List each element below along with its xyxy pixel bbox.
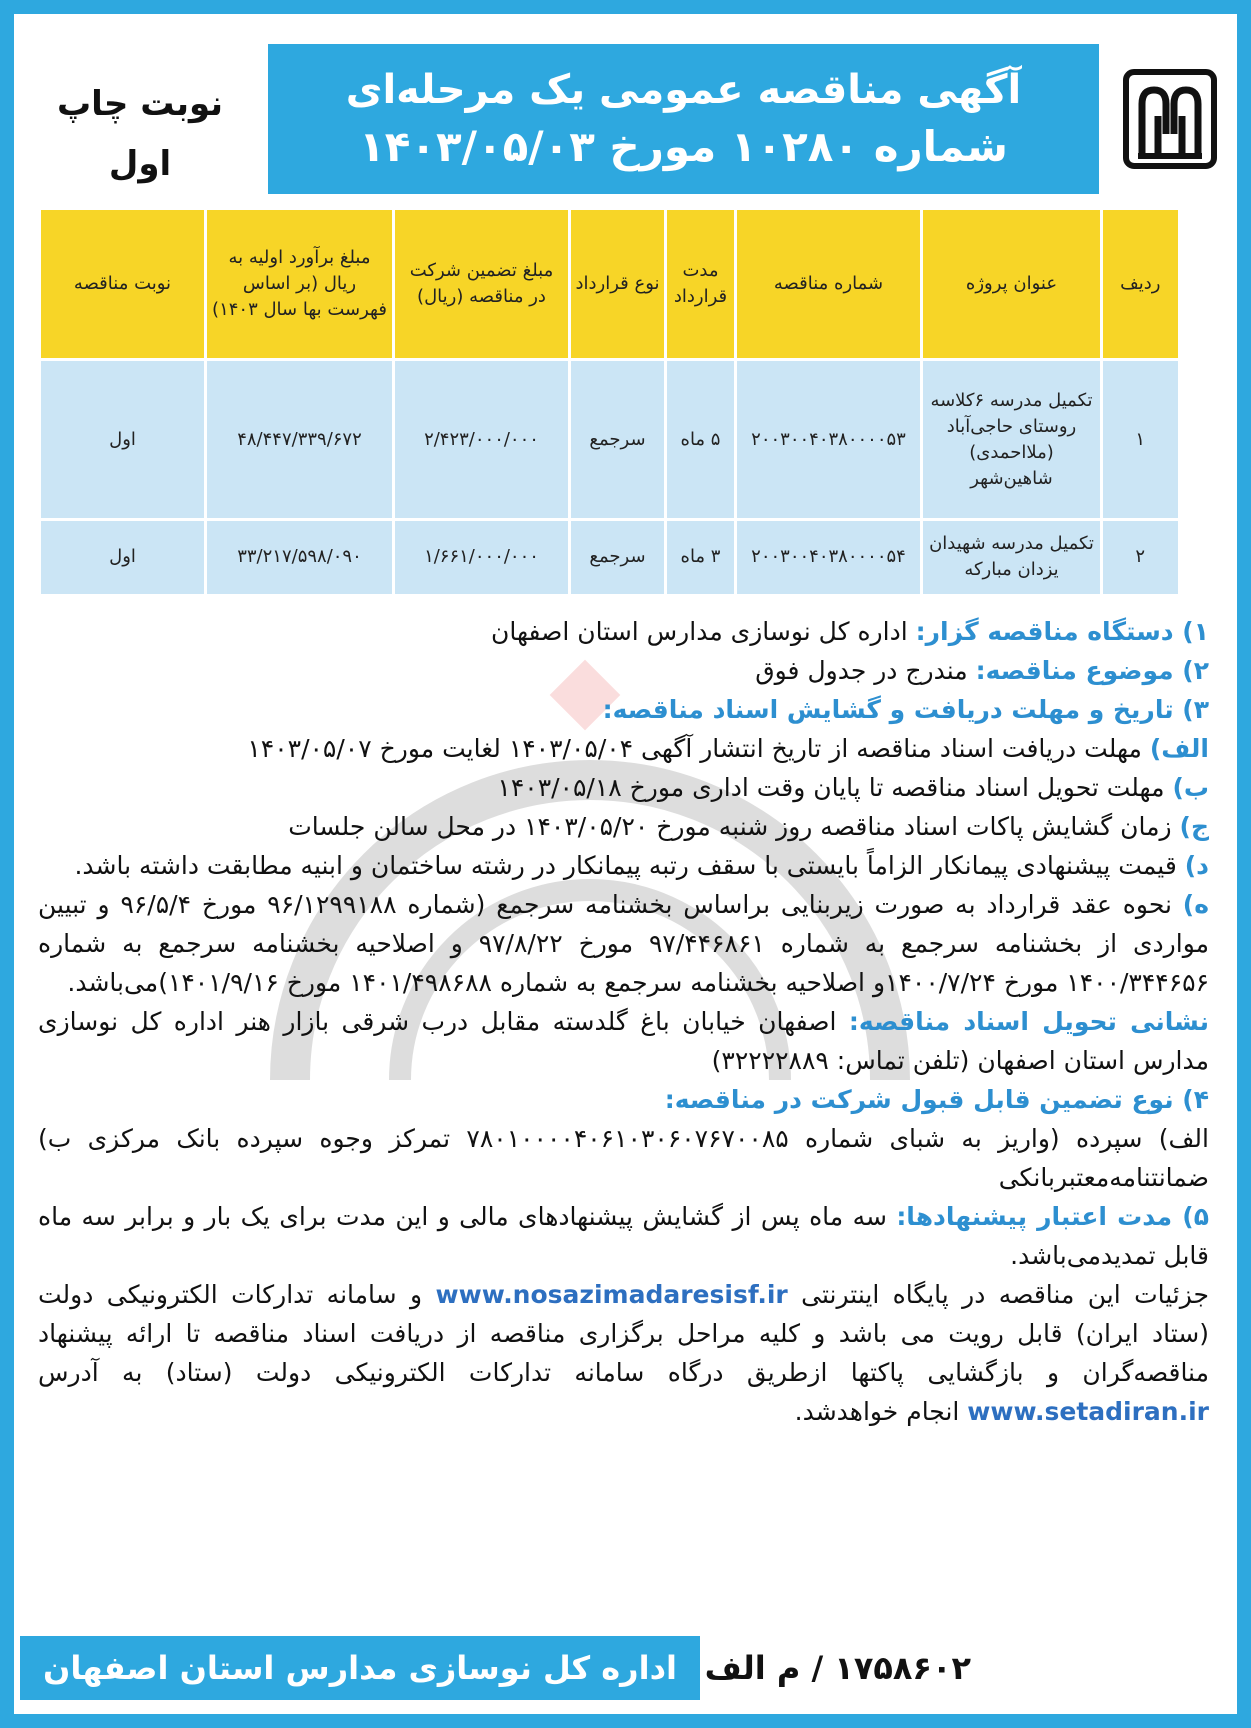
column-header: عنوان پروژه <box>922 210 1102 360</box>
section-address <box>38 1002 1209 1080</box>
setadiran-website-link[interactable]: www.setadiran.ir <box>967 1397 1209 1426</box>
column-header: ردیف <box>1102 210 1178 360</box>
table-cell: سرجمع <box>570 520 666 594</box>
section-text: نحوه عقد قرارداد به صورت زیربنایی براساس بخشنامه سرجمع (شماره ۹۶/۱۲۹۹۱۸۸ مورخ ۹۶/۵/۴ و تبیین مواردی از بخشنامه سرجمع به شماره ۹۷/۴۴۶۸۶۱ مورخ ۹۷/۸/۲۲ و اصلاحیه بخشنامه سرجمع به شماره ۱۴۰۰/۳۴۴۶۵۶ مورخ ۱۴۰۰/۷/۲۴و اصلاحیه بخشنامه سرجمع به شماره ۱۴۰۱/۴۹۸۶۸۸ مورخ ۱۴۰۱/۹/۱۶)می‌باشد. <box>38 890 1209 997</box>
subsection-marker: ج) <box>1179 812 1209 841</box>
table-cell: ۲ <box>1102 520 1178 594</box>
section-heading: ۲) موضوع مناقصه: <box>975 656 1209 685</box>
column-header: مبلغ تضمین شرکت در مناقصه (ریال) <box>394 210 570 360</box>
subsection-a <box>38 729 1209 768</box>
table-cell: ۲/۴۲۳/۰۰۰/۰۰۰ <box>394 360 570 520</box>
table-cell: ۲۰۰۳۰۰۴۰۳۸۰۰۰۰۵۴ <box>736 520 922 594</box>
column-header: نوع قرارداد <box>570 210 666 360</box>
section-dates <box>38 690 1209 729</box>
table-cell: ۵ ماه <box>666 360 736 520</box>
column-header: مبلغ برآورد اولیه به ریال (بر اساس فهرست بها سال ۱۴۰۳) <box>206 210 394 360</box>
column-header: مدت قرارداد <box>666 210 736 360</box>
section-heading: ۴) نوع تضمین قابل قبول شرکت در مناقصه: <box>664 1085 1209 1114</box>
table-cell: ۴۸/۴۴۷/۳۳۹/۶۷۲ <box>206 360 394 520</box>
section-subject <box>38 651 1209 690</box>
subsection-b <box>38 768 1209 807</box>
section-text: مهلت تحویل اسناد مناقصه تا پایان وقت اداری مورخ ۱۴۰۳/۰۵/۱۸ <box>497 773 1173 802</box>
section-heading: ۱) دستگاه مناقصه گزار: <box>915 617 1209 646</box>
header <box>20 44 1231 194</box>
table-cell: تکمیل مدرسه ۶کلاسه روستای حاجی‌آباد (ملااحمدی) شاهین‌شهر <box>922 360 1102 520</box>
table-cell: اول <box>40 520 206 594</box>
section-text: و سامانه تدارکات الکترونیکی دولت (ستاد ایران) قابل رویت می باشد و کلیه مراحل برگزاری مناقصه از دریافت اسناد مناقصه تا ارائه پیشنهاد مناقصه‌گران و بازگشایی پاکتها ازطریق درگاه سامانه تدارکات الکترونیکی دولت (ستاد) به آدرس <box>38 1280 1209 1387</box>
section-text: اداره کل نوسازی مدارس استان اصفهان <box>491 617 916 646</box>
table-cell: اول <box>40 360 206 520</box>
announcement-number: شماره ۱۰۲۸۰ مورخ ۱۴۰۳/۰۵/۰۳ <box>359 122 1008 171</box>
frame-bottom-bar <box>0 1714 1251 1728</box>
subsection-marker: الف) <box>1149 734 1209 763</box>
section-organizer <box>38 612 1209 651</box>
table-header-row <box>40 210 1178 360</box>
section-text: قیمت پیشنهادی پیمانکار الزاماً بایستی با سقف رتبه پیمانکار در رشته ساختمان و ابنیه مطابقت داشته باشد. <box>74 851 1185 880</box>
nosazi-emblem-icon <box>1120 64 1220 174</box>
section-text: انجام خواهدشد. <box>794 1397 968 1426</box>
table-cell: تکمیل مدرسه شهیدان یزدان مبارکه <box>922 520 1102 594</box>
table-row <box>40 360 1178 520</box>
subsection-d <box>38 846 1209 885</box>
table-cell: ۳۳/۲۱۷/۵۹۸/۰۹۰ <box>206 520 394 594</box>
footer <box>20 1636 1231 1700</box>
ad-code: ۱۷۵۸۶۰۲ / م الف <box>704 1649 971 1687</box>
section-heading: نشانی تحویل اسناد مناقصه: <box>848 1007 1209 1036</box>
section-guarantee <box>38 1080 1209 1119</box>
title-box <box>268 44 1099 194</box>
subsection-e <box>38 885 1209 1002</box>
column-header: نوبت مناقصه <box>40 210 206 360</box>
section-validity <box>38 1197 1209 1275</box>
table-row <box>40 520 1178 594</box>
table-cell: سرجمع <box>570 360 666 520</box>
section-text: مهلت دریافت اسناد مناقصه از تاریخ انتشار آگهی ۱۴۰۳/۰۵/۰۴ لغایت مورخ ۱۴۰۳/۰۵/۰۷ <box>247 734 1150 763</box>
section-text: جزئیات این مناقصه در پایگاه اینترنتی <box>787 1280 1209 1309</box>
section-text: زمان گشایش پاکات اسناد مناقصه روز شنبه مورخ ۱۴۰۳/۰۵/۲۰ در محل سالن جلسات <box>288 812 1180 841</box>
section-heading: ۳) تاریخ و مهلت دریافت و گشایش اسناد مناقصه: <box>602 695 1209 724</box>
subsection-marker: ه) <box>1182 890 1209 919</box>
logo <box>1109 44 1231 194</box>
subsection-c <box>38 807 1209 846</box>
guarantee-text: الف) سپرده (واریز به شبای شماره ۷۸۰۱۰۰۰۰۴۰۶۱۰۳۰۶۰۷۶۷۰۰۸۵ تمرکز وجوه سپرده بانک مرکزی ب) ضمانتنامه‌معتبربانکی <box>38 1124 1209 1192</box>
section-details <box>38 1275 1209 1431</box>
table-cell: ۱ <box>1102 360 1178 520</box>
tender-table <box>38 210 1178 594</box>
section-text: سه ماه پس از گشایش پیشنهادهای مالی و این مدت برای یک بار و برابر سه ماه قابل تمدیدمی‌باشد. <box>38 1202 1209 1270</box>
column-header: شماره مناقصه <box>736 210 922 360</box>
footer-organization: اداره کل نوسازی مدارس استان اصفهان <box>20 1636 700 1700</box>
section-text: مندرج در جدول فوق <box>755 656 976 685</box>
announcement-title: آگهی مناقصه عمومی یک مرحله‌ای <box>345 67 1022 113</box>
announcement-body <box>38 612 1209 1431</box>
subsection-marker: د) <box>1184 851 1209 880</box>
section-text: اصفهان خیابان باغ گلدسته مقابل درب شرقی بازار هنر اداره کل نوسازی مدارس استان اصفهان (تلفن تماس: ۳۲۲۲۲۸۸۹) <box>38 1007 1209 1075</box>
nosazi-website-link[interactable]: www.nosazimadaresisf.ir <box>435 1280 788 1309</box>
table-cell: ۲۰۰۳۰۰۴۰۳۸۰۰۰۰۵۳ <box>736 360 922 520</box>
table-cell: ۳ ماه <box>666 520 736 594</box>
subsection-marker: ب) <box>1172 773 1209 802</box>
print-round-label: نوبت چاپ اول <box>56 84 224 184</box>
section-heading: ۵) مدت اعتبار پیشنهادها: <box>896 1202 1209 1231</box>
table-cell: ۱/۶۶۱/۰۰۰/۰۰۰ <box>394 520 570 594</box>
